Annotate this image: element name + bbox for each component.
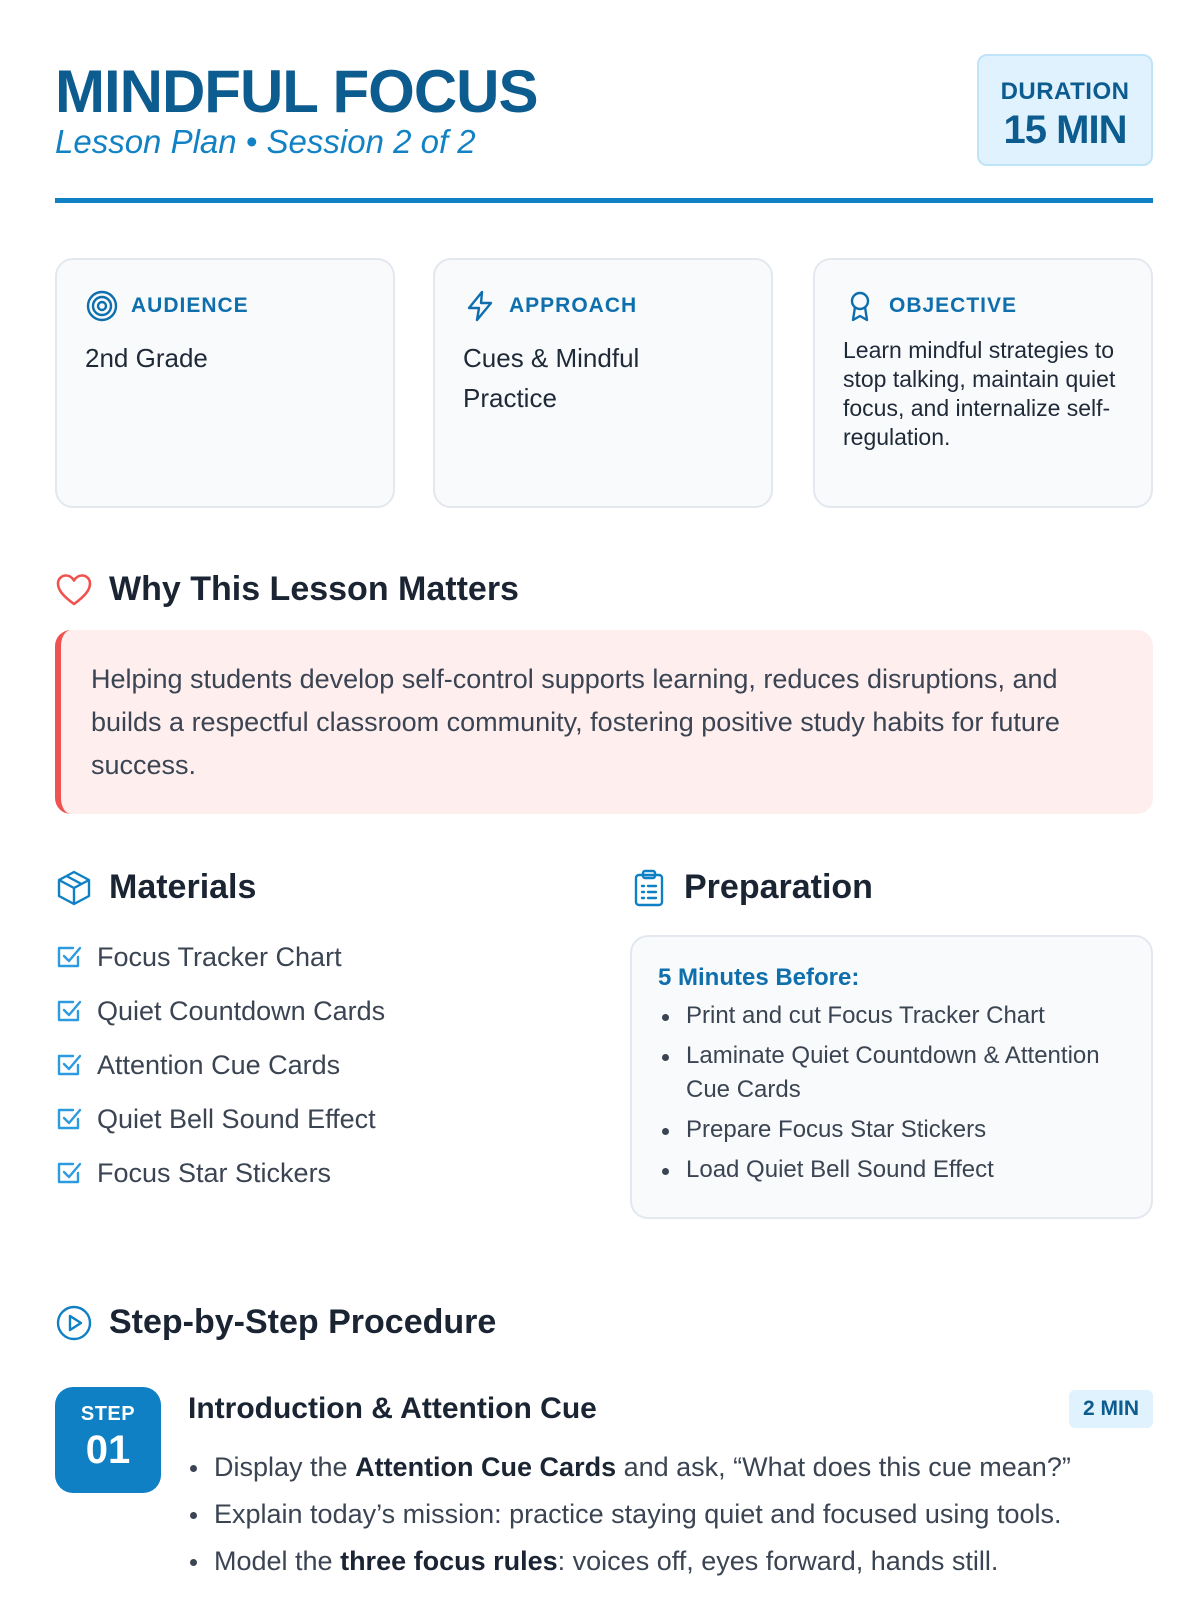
material-label: Focus Star Stickers <box>97 1157 332 1188</box>
procedure-title: Step-by-Step Procedure <box>109 1303 497 1341</box>
list-item <box>188 1538 1071 1585</box>
clipboard-icon <box>630 869 668 907</box>
bullet-text: Explain today’s mission: practice staying quiet and focused using tools. <box>214 1499 1062 1529</box>
step-bullets <box>188 1444 1071 1585</box>
bullet-text: and ask, “What does this cue mean?” <box>616 1452 1071 1482</box>
audience-card <box>55 258 395 508</box>
bullet-emphasis: Attention Cue Cards <box>355 1452 617 1482</box>
duration-badge <box>977 54 1153 166</box>
checkbox-icon <box>55 1159 83 1187</box>
why-callout <box>55 630 1153 814</box>
checkbox-icon <box>55 1105 83 1133</box>
material-label: Quiet Bell Sound Effect <box>97 1103 376 1134</box>
list-item <box>55 1146 385 1200</box>
procedure-heading <box>55 1303 496 1342</box>
heart-icon <box>55 571 93 609</box>
audience-label: AUDIENCE <box>131 294 249 317</box>
list-item: Print and cut Focus Tracker Chart <box>658 999 1125 1033</box>
bullet-emphasis: three focus rules <box>340 1546 558 1576</box>
approach-label: APPROACH <box>509 294 638 317</box>
duration-value: 15 MIN <box>1003 108 1127 152</box>
why-title: Why This Lesson Matters <box>109 570 519 608</box>
play-circle-icon <box>55 1304 93 1342</box>
lightning-icon <box>463 289 497 323</box>
page-subtitle: Lesson Plan • Session 2 of 2 <box>55 123 476 160</box>
list-item: Load Quiet Bell Sound Effect <box>658 1153 1125 1187</box>
list-item <box>188 1444 1071 1491</box>
objective-text: Learn mindful strategies to stop talking, maintain quiet focus, and internalize self-regulation. <box>843 337 1116 450</box>
bullet-text: : voices off, eyes forward, hands still. <box>557 1546 999 1576</box>
materials-title: Materials <box>109 868 257 906</box>
list-item <box>55 984 385 1038</box>
objective-card <box>813 258 1153 508</box>
preparation-card <box>630 935 1153 1219</box>
step-number: 01 <box>85 1428 131 1472</box>
list-item <box>188 1491 1071 1538</box>
checkbox-icon <box>55 1051 83 1079</box>
material-label: Quiet Countdown Cards <box>97 995 386 1026</box>
approach-card <box>433 258 773 508</box>
checkbox-icon <box>55 997 83 1025</box>
target-icon <box>85 289 119 323</box>
list-item <box>55 1092 385 1146</box>
materials-heading <box>55 868 256 907</box>
preparation-subtitle: 5 Minutes Before: <box>658 964 860 991</box>
list-item <box>55 1038 385 1092</box>
bullet-text: Model the <box>214 1546 341 1576</box>
checkbox-icon <box>55 943 83 971</box>
approach-text: Cues & Mindful Practice <box>463 343 640 413</box>
list-item: Prepare Focus Star Stickers <box>658 1113 1125 1147</box>
step-badge <box>55 1387 161 1493</box>
material-label: Attention Cue Cards <box>97 1049 341 1080</box>
box-icon <box>55 869 93 907</box>
materials-list <box>55 930 385 1200</box>
why-text: Helping students develop self-control supports learning, reduces disruptions, and builds a respectful classroom community, fostering positive study habits for future success. <box>91 664 1060 780</box>
preparation-title: Preparation <box>684 868 873 906</box>
bullet-text: Display the <box>214 1452 356 1482</box>
audience-text: 2nd Grade <box>85 343 208 373</box>
step-label: STEP <box>80 1403 136 1425</box>
step-duration-badge: 2 MIN <box>1069 1390 1153 1428</box>
why-heading <box>55 570 519 609</box>
list-item <box>55 930 385 984</box>
info-cards <box>55 258 1153 508</box>
preparation-heading <box>630 868 873 907</box>
header <box>55 50 1153 200</box>
material-label: Focus Tracker Chart <box>97 941 342 972</box>
step-title: Introduction & Attention Cue <box>188 1392 597 1425</box>
duration-label: DURATION <box>1000 78 1130 105</box>
objective-label: OBJECTIVE <box>889 294 1018 317</box>
page-title: MINDFUL FOCUS <box>55 58 538 125</box>
list-item: Laminate Quiet Countdown & Attention Cue Cards <box>658 1039 1125 1107</box>
preparation-list <box>658 999 1125 1187</box>
award-icon <box>843 289 877 323</box>
header-divider <box>55 198 1153 203</box>
